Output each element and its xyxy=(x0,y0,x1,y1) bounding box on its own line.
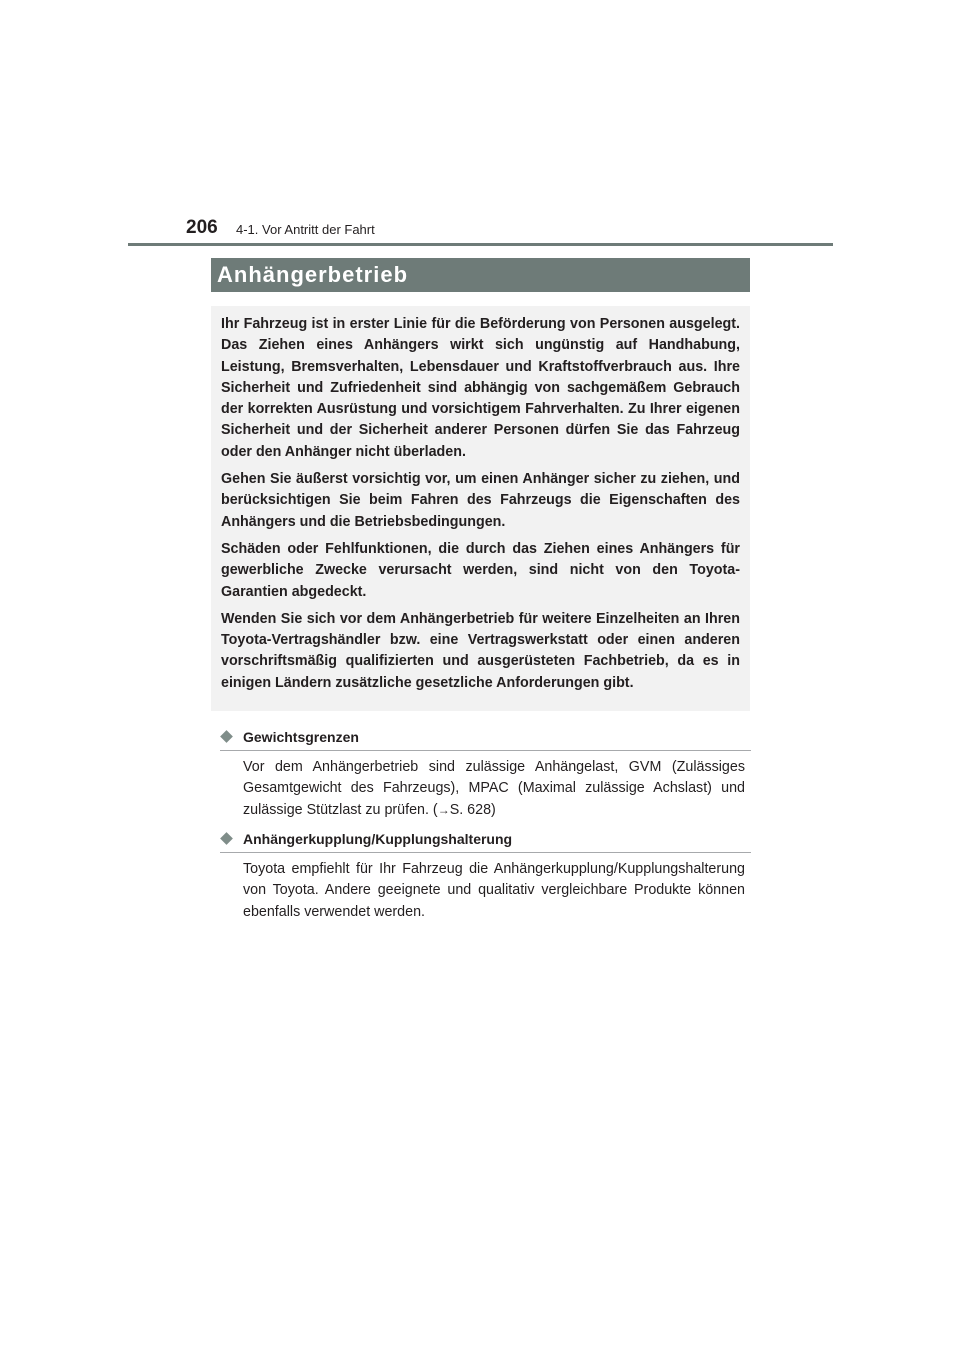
arrow-icon: → xyxy=(437,802,450,817)
breadcrumb: 4-1. Vor Antritt der Fahrt xyxy=(236,222,375,237)
intro-box xyxy=(211,306,750,711)
section-title-bar xyxy=(211,258,750,292)
diamond-bullet-icon xyxy=(220,730,233,743)
header-rule xyxy=(128,243,833,246)
weights-text-body: Vor dem Anhängerbetrieb sind zulässige Anhängelast, GVM (Zulässiges Gesamtgewicht des Fahrzeugs), MPAC (Maximal zulässige Achslast) und zulässige Stützlast zu prüfen. ( xyxy=(243,759,745,818)
intro-paragraph: Schäden oder Fehlfunktionen, die durch das Ziehen eines Anhängers für gewerbliche Zwecke verursacht werden, sind nicht von den Toyota-Garantien abgedeckt. xyxy=(221,540,740,600)
section-title: Anhängerbetrieb xyxy=(217,262,409,287)
intro-paragraph: Wenden Sie sich vor dem Anhängerbetrieb für weitere Einzelheiten an Ihren Toyota-Vertragshändler bzw. eine Vertragswerkstatt oder einen anderen vorschriftsmäßig qualifizierten und ausgerüsteten Fachbetrieb, da es in einigen Ländern zusätzliche gesetzliche Anforderungen gibt. xyxy=(221,610,740,691)
coupling-text: Toyota empfiehlt für Ihr Fahrzeug die Anhängerkupplung/Kupplungshalterung von Toyota. Andere geeignete und qualitativ vergleichbare Produkte können ebenfalls verwendet werden. xyxy=(243,861,745,920)
weights-text xyxy=(243,757,745,821)
coupling-heading-label: Anhängerkupplung/Kupplungshalterung xyxy=(243,831,513,847)
weights-heading xyxy=(220,728,751,751)
weights-heading-label: Gewichtsgrenzen xyxy=(243,729,359,745)
intro-paragraph: Ihr Fahrzeug ist in erster Linie für die Beförderung von Personen ausgelegt. Das Ziehen eines Anhängers wirkt sich ungünstig auf Handhabung, Leistung, Bremsverhalten, Lebensdauer und Kraftstoffverbrauch aus. Ihre Sicherheit und Zufriedenheit sind abhängig von sachgemäßem Gebrauch der korrekten Ausrüstung und vorsichtigem Fahrverhalten. Zu Ihrer eigenen Sicherheit und der Sicherheit anderer Personen dürfen Sie das Fahrzeug oder den Anhänger nicht überladen. xyxy=(221,316,740,460)
page-number: 206 xyxy=(186,217,218,238)
diamond-bullet-icon xyxy=(220,832,233,845)
intro-paragraph: Gehen Sie äußerst vorsichtig vor, um einen Anhänger sicher zu ziehen, und berücksichtigen Sie beim Fahren des Fahrzeugs die Eigenschaften des Anhängers und die Betriebsbedingungen. xyxy=(221,471,740,530)
page-reference: S. 628) xyxy=(449,801,496,818)
coupling-heading xyxy=(220,830,751,853)
